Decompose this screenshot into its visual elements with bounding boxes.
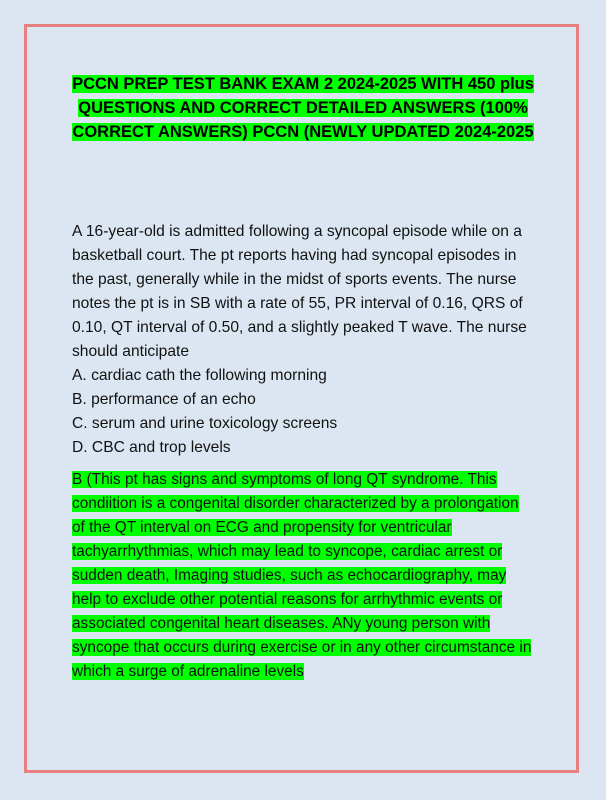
option-d: D. CBC and trop levels [72, 439, 231, 456]
option-b: B. performance of an echo [72, 391, 256, 408]
option-a: A. cardiac cath the following morning [72, 367, 327, 384]
question-block [72, 220, 542, 460]
question-stem: A 16-year-old is admitted following a syncopal episode while on a basketball court. The pt reports having had syncopal episodes in the past, generally while in the midst of sports events. The nurse notes the pt is in SB with a rate of 55, PR interval of 0.16, QRS of 0.10, QT interval of 0.50, and a slightly peaked T wave. The nurse should anticipate [72, 223, 527, 360]
answer-explanation [72, 468, 534, 684]
answer-explanation-text: B (This pt has signs and symptoms of long QT syndrome. This condiition is a congenital disorder characterized by a prolongation of the QT interval on ECG and propensity for ventricular tachyarrhythmias, which may lead to syncope, cardiac arrest or sudden death, Imaging studies, such as echocardiography, may help to exclude other potential reasons for arrhythmic events or associated congenital heart diseases. ANy young person with syncope that occurs during exercise or in any other circumstance in which a surge of adrenaline levels [72, 471, 532, 680]
option-c: C. serum and urine toxicology screens [72, 415, 338, 432]
document-title-text: PCCN PREP TEST BANK EXAM 2 2024-2025 WITH 450 plus QUESTIONS AND CORRECT DETAILED ANSWERS (100% CORRECT ANSWERS) PCCN (NEWLY UPDATED 2024-2025 [72, 75, 534, 141]
document-title [72, 72, 534, 144]
answer-options-list [72, 364, 542, 460]
